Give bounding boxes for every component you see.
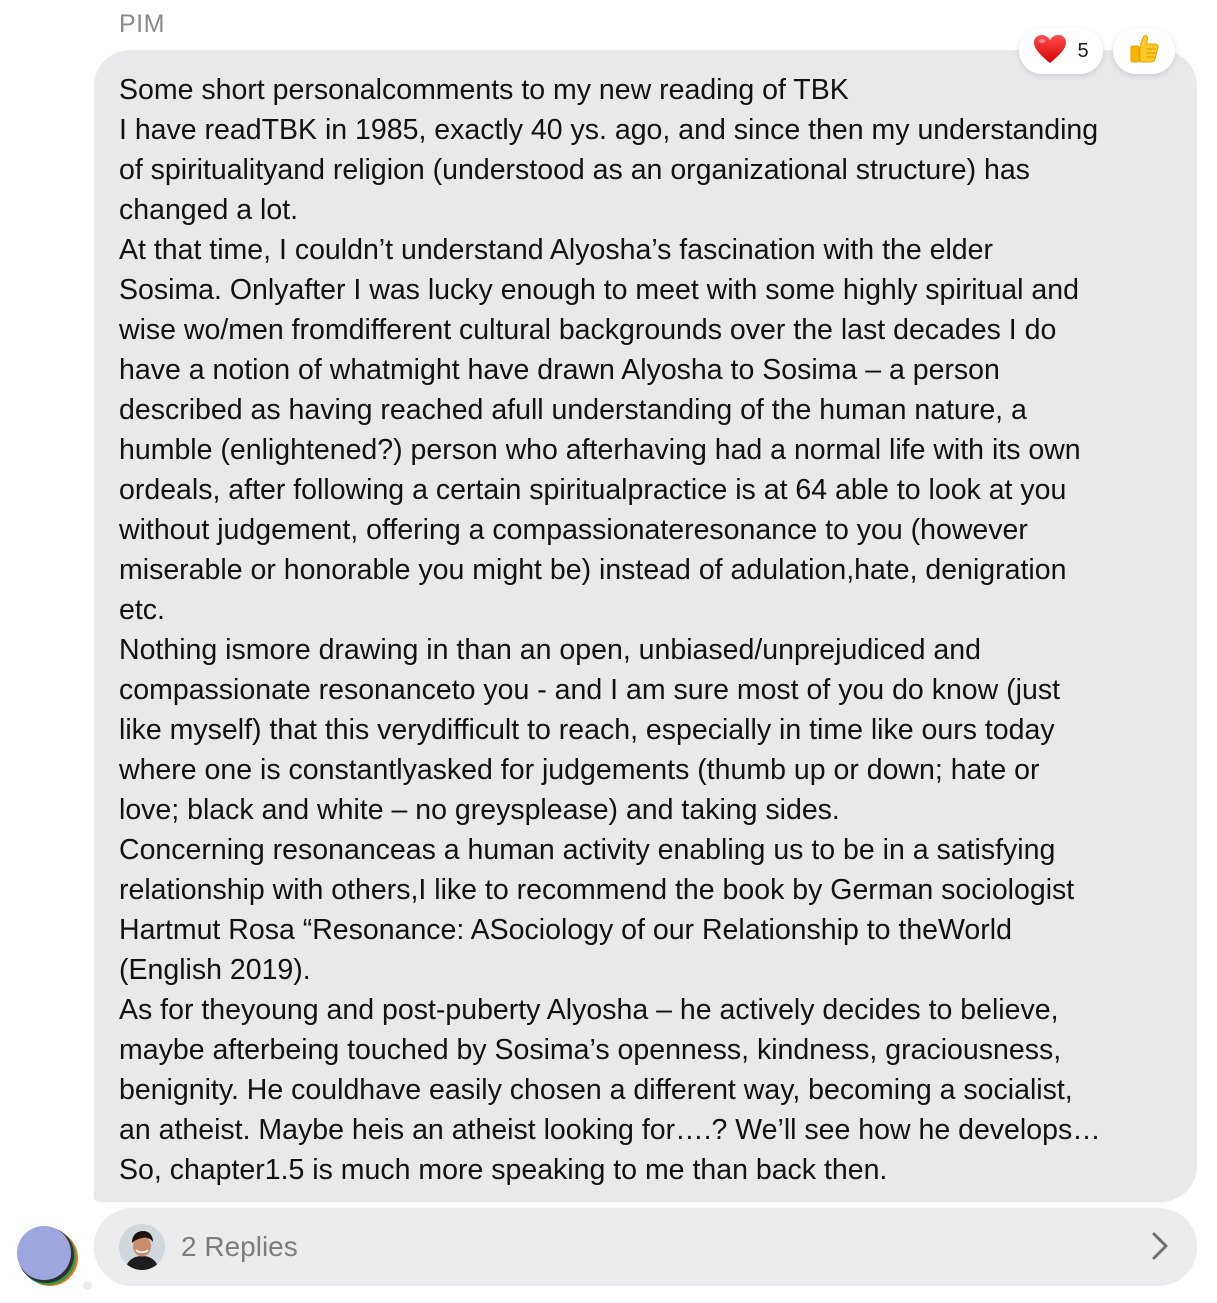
chevron-right-icon <box>1151 1231 1169 1266</box>
message-line: Sosima. Onlyafter I was lucky enough to meet with some highly spiritual and <box>119 274 1079 306</box>
replies-button[interactable] <box>94 1208 1197 1286</box>
message-line: (English 2019). <box>119 954 311 986</box>
message-line: wise wo/men fromdifferent cultural backgrounds over the last decades I do <box>119 314 1057 346</box>
sender-avatar[interactable] <box>14 1222 80 1288</box>
thumbs-up-reaction[interactable] <box>1113 28 1175 74</box>
message-line: changed a lot. <box>119 194 299 226</box>
message-line: like myself) that this verydifficult to reach, especially in time like ours today <box>119 714 1055 746</box>
message-line: ordeals, after following a certain spiritualpractice is at 64 able to look at you <box>119 474 1067 506</box>
reply-avatar <box>119 1224 165 1270</box>
bubble-tail-dot <box>83 1281 92 1290</box>
message-line: compassionate resonanceto you - and I am sure most of you do know (just <box>119 674 1060 706</box>
message-line: an atheist. Maybe heis an atheist looking for….? We’ll see how he develops… <box>119 1114 1101 1146</box>
message-line: Hartmut Rosa “Resonance: ASociology of our Relationship to theWorld <box>119 914 1012 946</box>
message-line: So, chapter1.5 is much more speaking to me than back then. <box>119 1154 888 1186</box>
sender-name: PIM <box>119 10 165 38</box>
heart-reaction[interactable] <box>1019 28 1103 74</box>
message-line: have a notion of whatmight have drawn Alyosha to Sosima – a person <box>119 354 1000 386</box>
message-line: At that time, I couldn’t understand Alyosha’s fascination with the elder <box>119 234 993 266</box>
message-line: without judgement, offering a compassionateresonance to you (however <box>119 514 1028 546</box>
message-line: benignity. He couldhave easily chosen a different way, becoming a socialist, <box>119 1074 1073 1106</box>
message-line: miserable or honorable you might be) instead of adulation,hate, denigration <box>119 554 1067 586</box>
message-line: humble (enlightened?) person who afterhaving had a normal life with its own <box>119 434 1081 466</box>
message-line: I have readTBK in 1985, exactly 40 ys. ago, and since then my understanding <box>119 114 1099 146</box>
message-line: Some short personalcomments to my new reading of TBK <box>119 74 849 106</box>
message-bubble[interactable] <box>94 50 1197 1202</box>
message-line: Concerning resonanceas a human activity enabling us to be in a satisfying <box>119 834 1056 866</box>
heart-reaction-count: 5 <box>1077 39 1089 62</box>
reactions-bar <box>1019 28 1175 74</box>
message-line: As for theyoung and post-puberty Alyosha – he actively decides to believe, <box>119 994 1059 1026</box>
message-line: etc. <box>119 594 165 626</box>
message-line: love; black and white – no greysplease) and taking sides. <box>119 794 840 826</box>
thumbs-up-icon <box>1128 33 1160 70</box>
heart-icon <box>1033 34 1067 69</box>
message-line: maybe afterbeing touched by Sosima’s openness, kindness, graciousness, <box>119 1034 1062 1066</box>
message-line: relationship with others,I like to recommend the book by German sociologist <box>119 874 1075 906</box>
replies-label: 2 Replies <box>181 1231 298 1262</box>
message-line: Nothing ismore drawing in than an open, unbiased/unprejudiced and <box>119 634 981 666</box>
message-line: where one is constantlyasked for judgements (thumb up or down; hate or <box>119 754 1040 786</box>
message-line: of spiritualityand religion (understood as an organizational structure) has <box>119 154 1030 186</box>
message-line: described as having reached afull understanding of the human nature, a <box>119 394 1027 426</box>
